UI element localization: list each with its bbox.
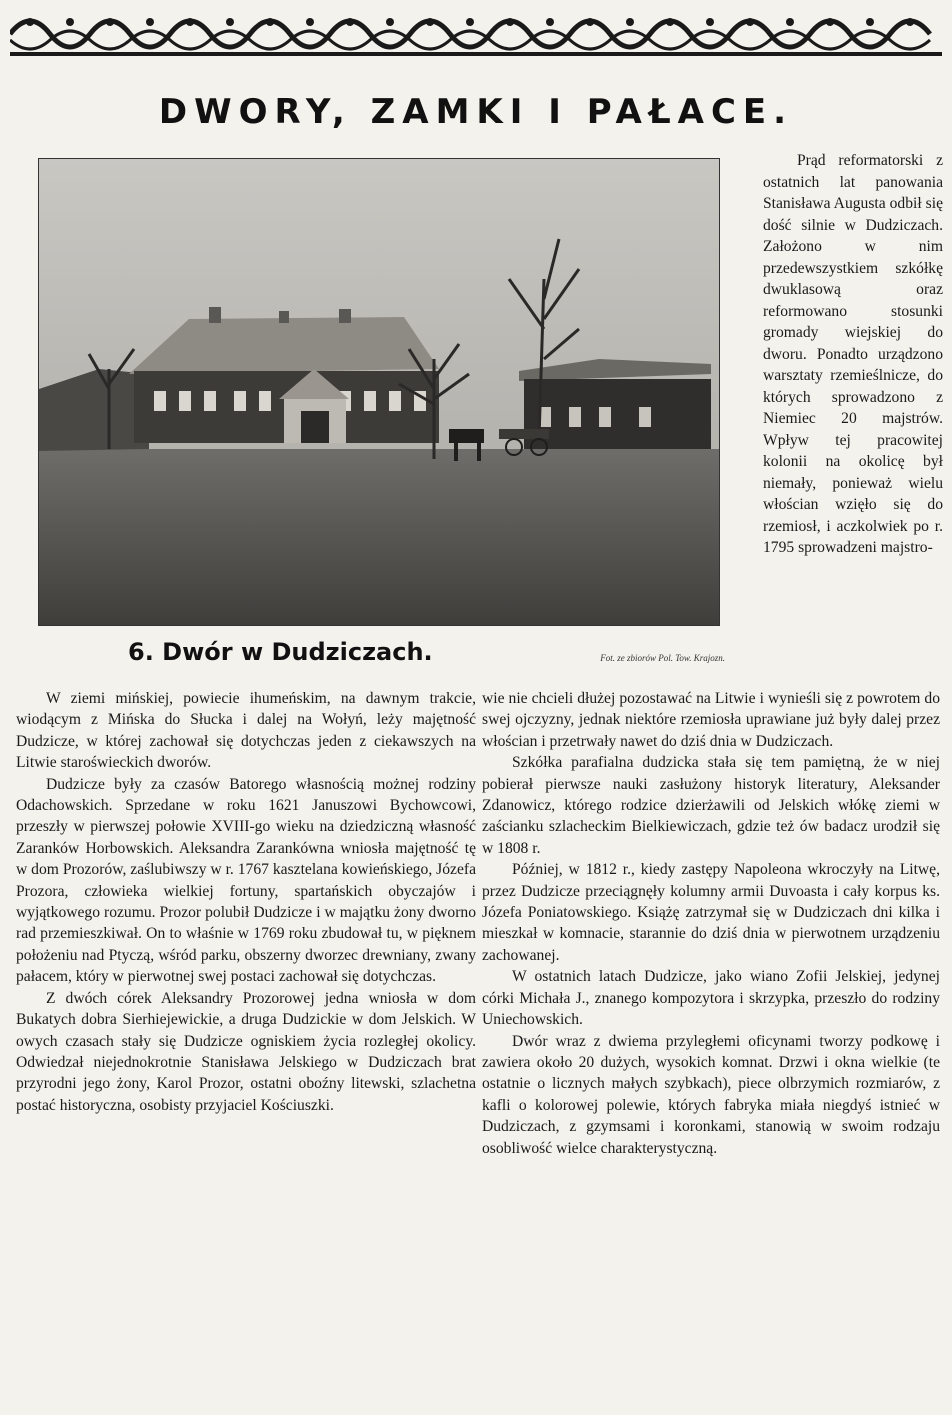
paragraph: W ziemi mińskiej, powiecie ihumeńskim, na dawnym trakcie, wiodącym z Mińska do Słucka i dalej na Wołyń, leży majętność Dudzicze, w której zachował się dotychczas jeden z ciekawszych na Litwie staroświeckich dworów.	[16, 690, 476, 772]
left-text-column	[16, 688, 476, 1116]
paragraph: Później, w 1812 r., kiedy zastępy Napoleona wkroczyły na Litwę, przez Dudzicze przeciągnęły kolumny armii Duvoasta i cały korpus ks. Józefa Poniatowskiego. Książę zatrzymał się w Dudziczach dni kilka i mieszkał w komnacie, starannie do dziś dnia w pierwotnem urządzeniu zachowanej.	[482, 861, 940, 964]
paragraph-reform: Prąd reformatorski z ostatnich lat panowania Stanisława Augusta odbił się dość silnie w Dudziczach. Założono w nim przedewszystkiem szkółkę dwuklasową oraz reformowano stosunki gromady wiejskiej do dworu. Ponadto urządzono warsztaty rzemieślnicze, do których sprowadzono z Niemiec 20 majstrów. Wpływ tej pracowitej kolonii na okolicę był niemały, ponieważ wielu włościan wzięło się do rzemiosł, i aczkolwiek po r. 1795 sprowadzeni majstro-	[763, 152, 943, 556]
ornamental-border	[10, 4, 942, 58]
right-narrow-column	[763, 150, 943, 559]
figure-caption: 6. Dwór w Dudziczach.	[128, 638, 433, 666]
right-text-column	[482, 688, 940, 1159]
page-title: DWORY, ZAMKI I PAŁACE.	[158, 92, 794, 132]
paragraph-continuation: wie nie chcieli dłużej pozostawać na Litwie i wynieśli się z powrotem do swej ojczyzny, jednak niektóre rzemiosła uprawiane już były dalej przez włościan i przetrwały nawet do dziś dnia w Dudziczach.	[482, 690, 940, 750]
paragraph: Z dwóch córek Aleksandry Prozorowej jedna wniosła w dom Bukatych dobra Sierhiejewickie, a druga Dudzickie w dom Jelskich. W owych czasach stały się Dudzicze ogniskiem życia rozległej okolicy. Odwiedzał niejednokrotnie Stanisława Jelskiego w Dudziczach brat przyrodni jego żony, Karol Prozor, ostatni oboźny litewski, szlachetna postać historyczna, osobisty przyjaciel Kościuszki.	[16, 989, 476, 1114]
paragraph: Dwór wraz z dwiema przyległemi oficynami tworzy podkowę i zawiera około 20 dużych, wysokich komnat. Drzwi i okna wielkie (te ostatnie o licznych małych szybkach), piece olbrzymich rozmiarów, z kafli o kolorowej polewie, których fabryka miała niegdyś istnieć w Dudziczach, z gzymsami i koronkami, stanowią w swoim rodzaju osobliwość wielce charakterystyczną.	[482, 1032, 940, 1157]
paragraph: Szkółka parafialna dudzicka stała się tem pamiętną, że w niej pobierał pierwsze nauki zasłużony historyk literatury, Aleksander Zdanowicz, którego rodzice dzierżawili od Jelskich włókę ziemi w zaścianku szlacheckim Bielkiewiczach, gdzie też ów badacz urodził się w 1808 r.	[482, 754, 940, 857]
manor-photograph	[38, 158, 720, 626]
photo-credit: Fot. ze zbiorów Pol. Tow. Krajozn.	[600, 653, 725, 663]
paragraph: W ostatnich latach Dudzicze, jako wiano Zofii Jelskiej, jedynej córki Michała J., znanego kompozytora i skrzypka, przeszło do rodziny Uniechowskich.	[482, 968, 940, 1029]
paragraph: Dudzicze były za czasów Batorego własnością możnej rodziny Odachowskich. Sprzedane w roku 1621 Januszowi Bychowcowi, przeszły w pierwszej połowie XVIII-go wieku na dziedziczną własność Zaranków Horbowskich. Aleksandra Zarankówna wniosła majętność tę w dom Prozorów, zaślubiwszy w r. 1767 kasztelana kowieńskiego, Józefa Prozora, człowieka wielkiej fortuny, spartańskich obyczajów i wyjątkowego rozumu. Prozor polubił Dudzicze i w majątku żony dworno rad przemieszkiwał. On to właśnie w 1769 roku zbudował tu, w pięknem położeniu nad Ptyczą, wśród parku, obszerny dworzec drewniany, zwany pałacem, który w pierwotnej swej postaci zachował się dotychczas.	[16, 775, 476, 986]
